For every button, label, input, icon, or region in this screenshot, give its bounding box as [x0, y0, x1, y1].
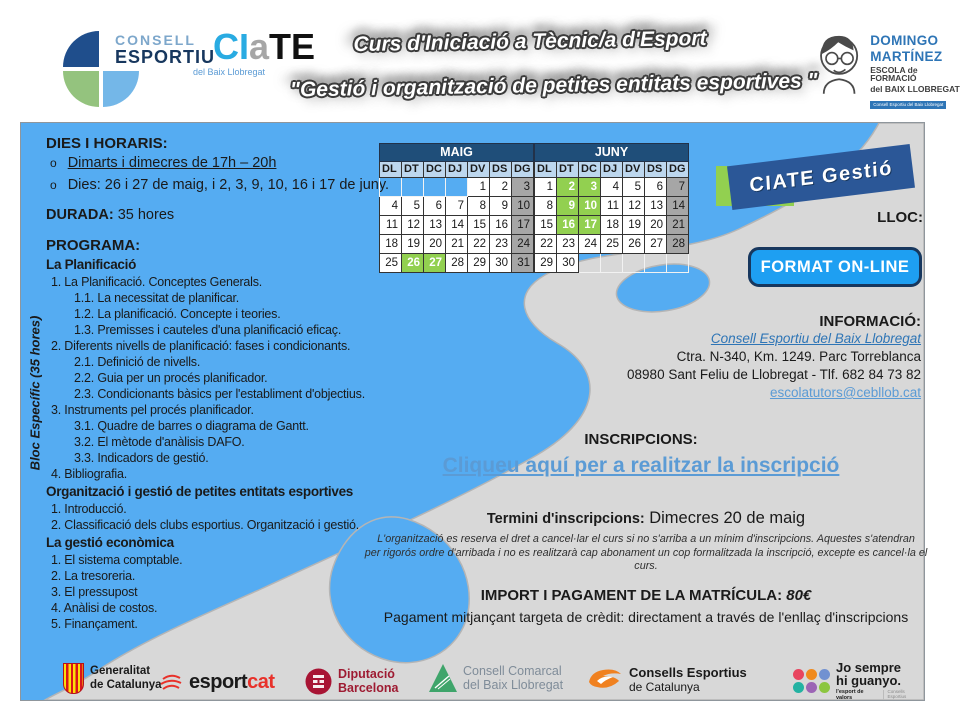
calendar-date-cell: 30 [490, 254, 512, 273]
calendar-date-cell: 7 [446, 197, 468, 216]
calendar-day-header: DC [579, 162, 601, 178]
consell-logo-line3: del Baix Llobregat [192, 67, 265, 77]
calendar-date-cell: 31 [512, 254, 534, 273]
logo-esportcat: esportcat [159, 671, 275, 694]
programa-item: 1.2. La planificació. Concepte i teories. [74, 307, 281, 321]
calendar-date-cell: 9 [490, 197, 512, 216]
programa-item: 2.3. Condicionants bàsics per l'establiment d'objectius. [74, 387, 365, 401]
calendar-date-cell: 14 [667, 197, 689, 216]
calendar-date-cell: 24 [512, 235, 534, 254]
termini-line [366, 509, 926, 528]
calendar-empty-cell [446, 178, 468, 197]
calendar-date-cell: 3 [579, 178, 601, 197]
schedule-bullet-1: o Dimarts i dimecres de 17h – 20h [46, 152, 381, 174]
bullet-marker: o [50, 178, 57, 192]
domingo-logo-line3: ESCOLA de FORMACIÓ [870, 64, 918, 83]
programa-item: 3.3. Indicadors de gestió. [74, 451, 209, 465]
programa-section-title: Organització i gestió de petites entitats esportives [46, 484, 353, 499]
programa-item: 3.2. El mètode d'anàlisis DAFO. [74, 435, 245, 449]
calendar-date-cell: 25 [601, 235, 623, 254]
inscripcions-block [361, 431, 921, 478]
logo-consell-comarcal: Consell Comarcal del Baix Llobregat [429, 663, 563, 693]
calendar-date-cell: 20 [645, 216, 667, 235]
calendar-date-cell: 21 [446, 235, 468, 254]
course-title-line2: "Gestió i organització de petites entitats esportives " [289, 69, 818, 102]
email-link[interactable]: escolatutors@cebllob.cat [769, 385, 921, 400]
calendar-day-header: DG [667, 162, 689, 178]
calendar-day-header: DC [424, 162, 446, 178]
calendar-date-cell: 18 [380, 235, 402, 254]
programa-item: 1.3. Premisses i cauteles d'una planificació eficaç. [74, 323, 342, 337]
esportcat-icon [159, 672, 183, 694]
calendar-date-cell: 10 [512, 197, 534, 216]
import-pagament-block [366, 587, 926, 625]
calendar-date-cell: 18 [601, 216, 623, 235]
programa-list [46, 255, 381, 632]
logo-consells-esportius: Consells Esportius de Catalunya [587, 665, 747, 694]
programa-item: 4. Anàlisi de costos. [51, 601, 158, 615]
informacio-block [501, 313, 921, 402]
calendar-empty-cell [667, 254, 689, 273]
calendar-date-cell: 25 [380, 254, 402, 273]
calendar-empty-cell [424, 178, 446, 197]
programa-item: 2. La tresoreria. [51, 569, 136, 583]
programa-item: 4. Bibliografia. [51, 467, 128, 481]
programa-item: 1.1. La necessitat de planificar. [74, 291, 240, 305]
calendar-day-header: DS [490, 162, 512, 178]
calendar-empty-cell [645, 254, 667, 273]
calendar-date-cell: 22 [468, 235, 490, 254]
calendar-day-header: DL [380, 162, 402, 178]
calendar-date-cell: 4 [380, 197, 402, 216]
informacio-heading: INFORMACIÓ: [819, 313, 921, 330]
calendar-date-cell: 26 [623, 235, 645, 254]
calendar-month-title: MAIG [380, 144, 534, 162]
calendar-date-cell: 6 [424, 197, 446, 216]
programa-item: 2.2. Guia per un procés planificador. [74, 371, 268, 385]
calendar-day-header: DS [645, 162, 667, 178]
price-value: 80€ [786, 587, 812, 604]
calendar-date-cell: 21 [667, 216, 689, 235]
programa-section-title: La Planificació [46, 257, 137, 272]
calendar-day-header: DJ [601, 162, 623, 178]
programa-section-title: La gestió econòmica [46, 535, 174, 550]
calendar-date-cell: 11 [601, 197, 623, 216]
domingo-martinez-logo [812, 26, 960, 110]
domingo-logo-tagline: Consell Esportiu del Baix Llobregat [870, 101, 946, 109]
schedule-bullet-2: o Dies: 26 i 27 de maig, i 2, 3, 9, 10, 16 i 17 de juny. [46, 174, 381, 196]
calendar-date-cell: 9 [557, 197, 579, 216]
calendar-month-title: JUNY [535, 144, 689, 162]
calendar-empty-cell [402, 178, 424, 197]
calendar-date-cell: 8 [535, 197, 557, 216]
calendar-empty-cell [623, 254, 645, 273]
calendar-date-cell: 17 [579, 216, 601, 235]
calendar-date-cell: 4 [601, 178, 623, 197]
calendar-date-cell: 28 [667, 235, 689, 254]
inscription-link[interactable]: Cliqueu aquí per a realitzar la inscripció [442, 454, 840, 477]
calendar-empty-cell [380, 178, 402, 197]
logo-diputacio-barcelona: Diputació Barcelona [305, 667, 398, 696]
domingo-face-icon [812, 26, 866, 100]
programa-item: 1. La Planificació. Conceptes Generals. [51, 275, 263, 289]
calendar-date-cell: 29 [468, 254, 490, 273]
calendar-date-cell: 2 [490, 178, 512, 197]
calendar-date-cell: 27 [645, 235, 667, 254]
calendar-date-cell: 12 [623, 197, 645, 216]
calendar-date-cell: 17 [512, 216, 534, 235]
calendar-date-cell: 26 [402, 254, 424, 273]
calendar-date-cell: 11 [380, 216, 402, 235]
calendar-day-header: DL [535, 162, 557, 178]
consell-logo-line1: CONSELL [115, 32, 196, 48]
flyer-body [20, 122, 928, 701]
termini-value: Dimecres 20 de maig [649, 509, 806, 527]
calendar-date-cell: 1 [535, 178, 557, 197]
calendar-juny [534, 143, 689, 273]
durada-line: DURADA: 35 hores [46, 207, 175, 223]
programa-item: 1. El sistema comptable. [51, 553, 183, 567]
import-heading: IMPORT I PAGAMENT DE LA MATRÍCULA: [480, 587, 783, 604]
inscripcions-heading: INSCRIPCIONS: [584, 431, 698, 448]
consells-esportius-icon [587, 668, 623, 692]
termini-label: Termini d'inscripcions: [486, 511, 645, 527]
programa-item: 1. Introducció. [51, 502, 127, 516]
calendar-day-header: DJ [446, 162, 468, 178]
domingo-logo-line2: MARTÍNEZ [870, 48, 943, 64]
calendar-day-header: DT [402, 162, 424, 178]
calendar-date-cell: 19 [402, 235, 424, 254]
dies-horaris-heading: DIES I HORARIS: [46, 135, 168, 152]
calendar-date-cell: 1 [468, 178, 490, 197]
calendar-date-cell: 20 [424, 235, 446, 254]
domingo-logo-line4: del BAIX LLOBREGAT [870, 84, 960, 94]
calendar-date-cell: 22 [535, 235, 557, 254]
calendar-date-cell: 5 [623, 178, 645, 197]
address-line1: Ctra. N-340, Km. 1249. Parc Torreblanca [676, 349, 921, 364]
calendar-day-header: DG [512, 162, 534, 178]
consell-comarcal-icon [429, 663, 457, 693]
diputacio-icon [305, 668, 332, 695]
calendar-date-cell: 15 [535, 216, 557, 235]
domingo-logo-line1: DOMINGO [870, 33, 939, 48]
programa-item: 3.1. Quadre de barres o diagrama de Gantt. [74, 419, 309, 433]
calendar-date-cell: 3 [512, 178, 534, 197]
programa-item: 5. Finançament. [51, 617, 138, 631]
course-title-line1: Curs d'Iniciació a Tècnic/a d'Esport [353, 26, 707, 57]
programa-item: 3. Instruments pel procés planificador. [51, 403, 254, 417]
calendar-date-cell: 6 [645, 178, 667, 197]
logo-jo-sempre-hi-guanyo: Jo sempre hi guanyo. l'esport de valors Consells Esportius [793, 661, 924, 701]
calendar-date-cell: 30 [557, 254, 579, 273]
calendar-date-cell: 16 [557, 216, 579, 235]
calendar-date-cell: 14 [446, 216, 468, 235]
calendar-day-header: DV [623, 162, 645, 178]
calendar-date-cell: 28 [446, 254, 468, 273]
ciate-wordmark: CIaTE [213, 26, 316, 67]
calendar-date-cell: 5 [402, 197, 424, 216]
calendar-empty-cell [579, 254, 601, 273]
calendar-day-header: DT [557, 162, 579, 178]
programa-item: 2.1. Definició de nivells. [74, 355, 201, 369]
calendar-date-cell: 8 [468, 197, 490, 216]
calendar-date-cell: 13 [645, 197, 667, 216]
calendar-date-cell: 23 [557, 235, 579, 254]
cancellation-disclaimer: L'organització es reserva el dret a cancel·lar el curs si no s'arriba a un mínim d'inscripcions. Aquestes s'atendran per rigorós ordre d'arribada i no es realitzarà cap abonament un cop formalitzada la inscripció, excepte es cancel·la el curs. [364, 533, 928, 572]
calendar-date-cell: 29 [535, 254, 557, 273]
calendar-date-cell: 2 [557, 178, 579, 197]
format-online-button[interactable]: FORMAT ON-LINE [748, 247, 922, 287]
calendar-date-cell: 19 [623, 216, 645, 235]
calendar-date-cell: 13 [424, 216, 446, 235]
jo-sempre-dots-icon [793, 669, 830, 693]
programa-item: 2. Diferents nivells de planificació: fases i condicionants. [51, 339, 351, 353]
calendar-date-cell: 24 [579, 235, 601, 254]
lloc-label: LLOC: [877, 209, 923, 226]
calendar-date-cell: 27 [424, 254, 446, 273]
ciate-gestio-ribbon: CIATE Gestió [727, 144, 915, 210]
bullet-marker: o [50, 156, 57, 170]
calendar-empty-cell [601, 254, 623, 273]
programa-heading: PROGRAMA: [46, 237, 141, 254]
calendar-date-cell: 15 [468, 216, 490, 235]
generalitat-shield-icon [63, 663, 84, 694]
calendar-date-cell: 7 [667, 178, 689, 197]
consell-esportiu-link[interactable]: Consell Esportiu del Baix Llobregat [710, 331, 921, 346]
calendar-maig [379, 143, 534, 273]
calendar-date-cell: 12 [402, 216, 424, 235]
calendar-date-cell: 10 [579, 197, 601, 216]
consell-logo-line2: ESPORTIU [115, 47, 216, 67]
payment-detail: Pagament mitjançant targeta de crèdit: directament a través de l'enllaç d'inscripcions [383, 609, 909, 625]
calendar-day-header: DV [468, 162, 490, 178]
bloc-especific-vertical-label: Bloc Específic (35 hores) [27, 315, 43, 471]
logo-generalitat: Generalitat de Catalunya [63, 663, 162, 694]
calendar-date-cell: 23 [490, 235, 512, 254]
programa-item: 3. El pressupost [51, 585, 138, 599]
programa-item: 2. Classificació dels clubs esportius. Organització i gestió. [51, 518, 360, 532]
address-line2: 08980 Sant Feliu de Llobregat - Tlf. 682 84 73 82 [627, 367, 921, 382]
calendar-date-cell: 16 [490, 216, 512, 235]
